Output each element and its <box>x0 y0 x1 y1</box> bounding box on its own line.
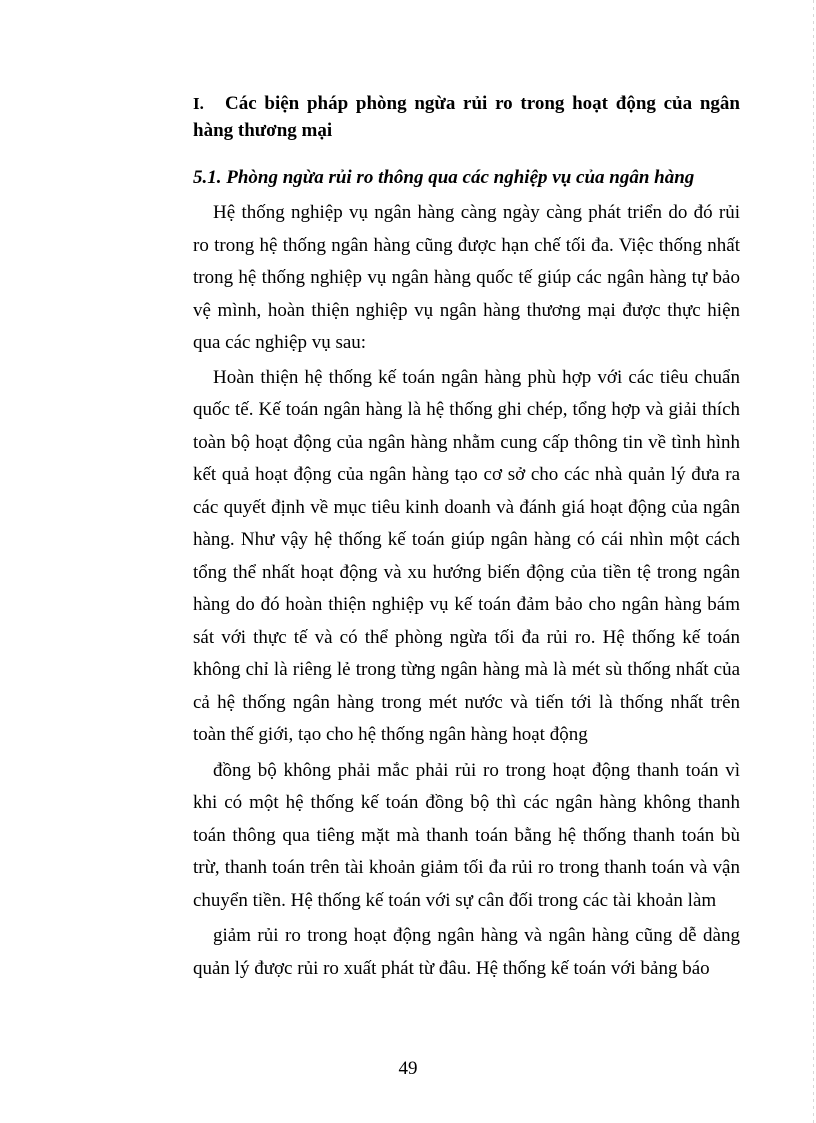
paragraph-1: Hệ thống nghiệp vụ ngân hàng càng ngày càng phát triển do đó rủi ro trong hệ thống ngân hàng cũng được hạn chế tối đa. Việc thống nhất trong hệ thống nghiệp vụ ngân hàng quốc tế giúp các ngân hàng tự bảo vệ mình, hoàn thiện nghiệp vụ ngân hàng thương mại được thực hiện qua các nghiệp vụ sau: <box>193 202 740 353</box>
page-number: 49 <box>398 1058 418 1079</box>
page-content <box>193 90 740 985</box>
margin-guide-line <box>813 0 814 1123</box>
paragraph-2: Hoàn thiện hệ thống kế toán ngân hàng phù hợp với các tiêu chuẩn quốc tế. Kế toán ngân hàng là hệ thống ghi chép, tổng hợp và giải thích toàn bộ hoạt động của ngân hàng nhằm cung cấp thông tin về tình hình kết quả hoạt động của ngân hàng tạo cơ sở cho các nhà quản lý đưa ra các quyết định về mục tiêu kinh doanh và đánh giá hoạt động của ngân hàng. Như vậy hệ thống kế toán giúp ngân hàng có cái nhìn một cách tổng thể nhất hoạt động và xu hướng biến động của tiền tệ trong ngân hàng do đó hoàn thiện nghiệp vụ kế toán đảm bảo cho ngân hàng bám sát với thực tế và có thể phòng ngừa tối đa rủi ro. Hệ thống kế toán không chỉ là riêng lẻ trong từng ngân hàng mà là mét sù thống nhất của cả hệ thống ngân hàng trong mét nước và tiến tới là thống nhất trên toàn thế giới, tạo cho hệ thống ngân hàng hoạt động <box>193 366 740 745</box>
section-title: Các biện pháp phòng ngừa rủi ro trong hoạt động của ngân hàng thương mại <box>193 93 740 141</box>
section-number: I. <box>193 94 204 113</box>
paragraph-4: giảm rủi ro trong hoạt động ngân hàng và ngân hàng cũng dễ dàng quản lý được rủi ro xuất phát từ đâu. Hệ thống kế toán với bảng báo <box>193 925 740 979</box>
subsection-heading: 5.1. Phòng ngừa rủi ro thông qua các nghiệp vụ của ngân hàng <box>193 167 695 188</box>
section-heading <box>193 90 740 144</box>
paragraph-3: đồng bộ không phải mắc phải rủi ro trong hoạt động thanh toán vì khi có một hệ thống kế toán đồng bộ thì các ngân hàng không thanh toán thông qua tiêng mặt mà thanh toán bằng hệ thống thanh toán bù trừ, thanh toán trên tài khoản giảm tối đa rủi ro trong thanh toán và vận chuyển tiền. Hệ thống kế toán với sự cân đối trong các tài khoản làm <box>193 759 740 911</box>
